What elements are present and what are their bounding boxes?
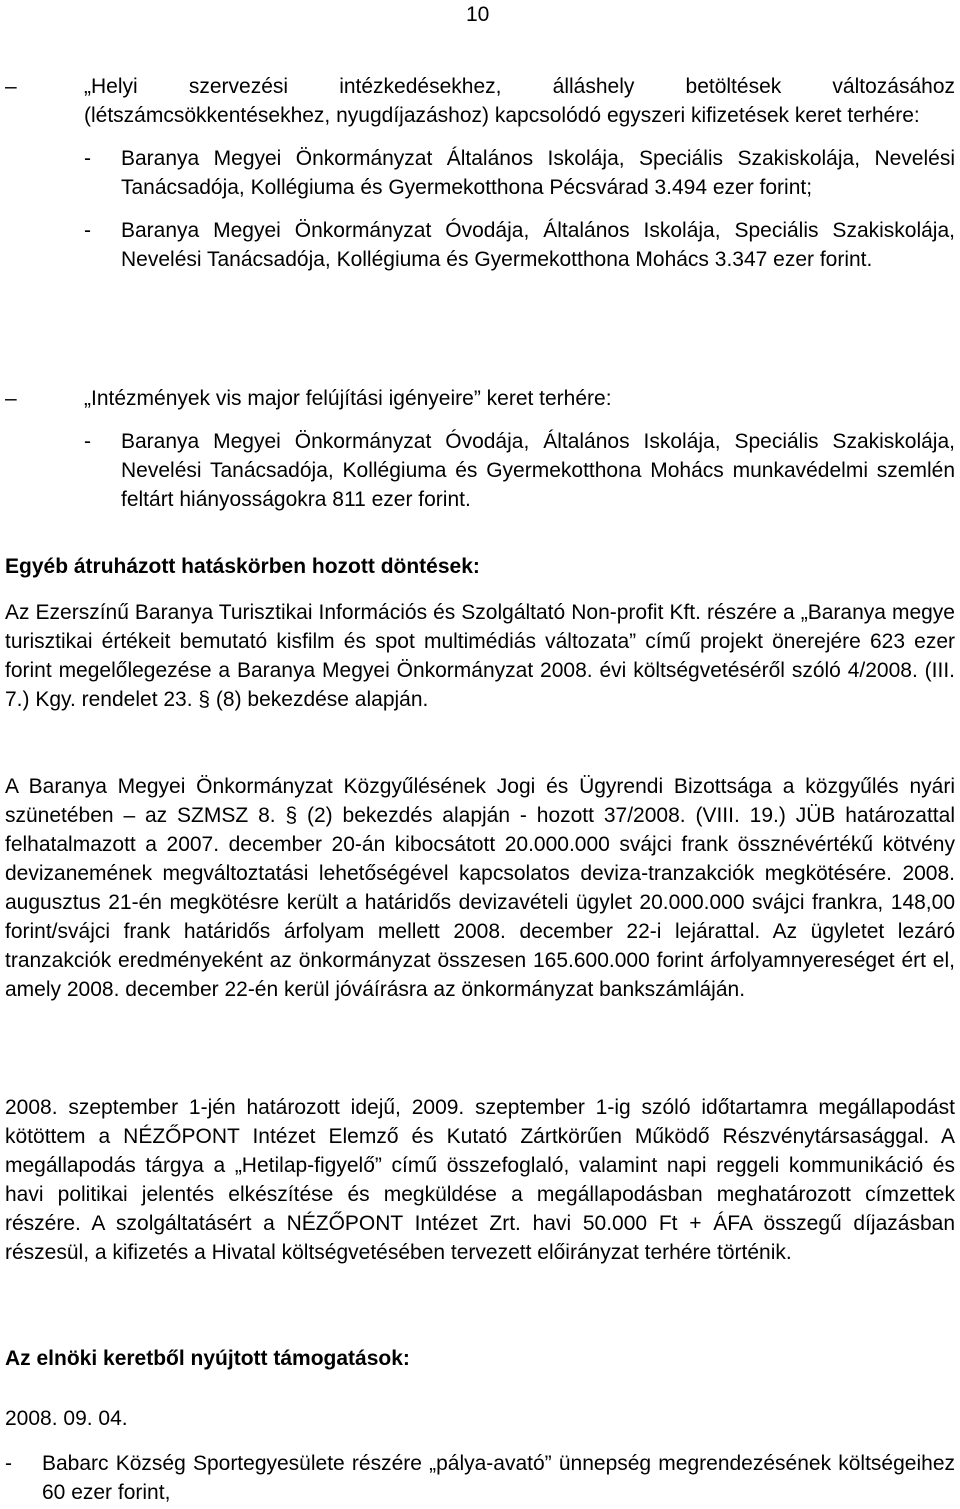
list-item-babarc: [5, 1449, 955, 1507]
sub-item-pecsvarad: [84, 144, 955, 202]
sub-hyphen: -: [5, 1452, 12, 1475]
sub-hyphen: -: [84, 430, 91, 453]
dash-bullet: –: [5, 75, 17, 98]
paragraph-text: A Baranya Megyei Önkormányzat Közgyűlésének Jogi és Ügyrendi Bizottsága a közgyűlés nyári szünetében – az SZMSZ 8. § (2) bekezdés alapján - hozott 37/2008. (VIII. 19.) JÜB határozattal felhatalmazott a 2007. december 20-án kibocsátott 20.000.000 svájci frank össznévértékű kötvény devizanemének megváltoztatási lehetőségével kapcsolatos deviza-tranzakciók megkötésére. 2008. augusztus 21-én megkötésre került a határidős devizavételi ügylet 20.000.000 svájci frankra, 148,00 forint/svájci frank határidős árfolyam mellett 2008. december 22-i lejárattal. Az ügyletet lezáró tranzakciók eredményeként az önkormányzat összesen 165.600.000 forint árfolyamnyereséget ért el, amely 2008. december 22-én kerül jóváírásra az önkormányzat bankszámláján.: [5, 775, 955, 1001]
list-item-vis-major-fund: [5, 384, 955, 514]
page-number: 10: [466, 3, 490, 26]
sub-item-text: Baranya Megyei Önkormányzat Óvodája, Általános Iskolája, Speciális Szakiskolája, Nevelési Tanácsadója, Kollégiuma és Gyermekotthona Mohács 3.347 ezer forint.: [121, 219, 955, 271]
list-item-text: „Helyi szervezési intézkedésekhez, álláshely betöltések változásához (létszámcsökkentésekhez, nyugdíjazáshoz) kapcsolódó egyszeri kifizetések keret terhére:: [84, 75, 955, 127]
dash-bullet: –: [5, 387, 17, 410]
sub-item-text: Baranya Megyei Önkormányzat Általános Iskolája, Speciális Szakiskolája, Nevelési Tanácsadója, Kollégiuma és Gyermekotthona Pécsvárad 3.494 ezer forint;: [121, 147, 955, 199]
sub-item-text: Baranya Megyei Önkormányzat Óvodája, Általános Iskolája, Speciális Szakiskolája, Nevelési Tanácsadója, Kollégiuma és Gyermekotthona Mohács munkavédelmi szemlén feltárt hiányosságokra 811 ezer forint.: [121, 430, 955, 511]
list-item-text: „Intézmények vis major felújítási igényeire” keret terhére:: [84, 387, 612, 410]
section-heading-delegated-decisions: Egyéb átruházott hatáskörben hozott döntések:: [5, 555, 480, 578]
list-item-severance-fund: [5, 72, 955, 274]
sub-item-mohacs-safety: [84, 427, 955, 514]
list-item-text: Babarc Község Sportegyesülete részére „pálya-avató” ünnepség megrendezésének költségeihez 60 ezer forint,: [42, 1452, 955, 1504]
paragraph-bond-currency: [5, 772, 955, 1004]
sub-item-mohacs: [84, 216, 955, 274]
paragraph-text: 2008. szeptember 1-jén határozott idejű, 2009. szeptember 1-ig szóló időtartamra megállapodást kötöttem a NÉZŐPONT Intézet Elemző és Kutató Zártkörűen Működő Részvénytársasággal. A megállapodás tárgya a „Hetilap-figyelő” című összefoglaló, valamint napi reggeli kommunikáció és havi politikai jelentés elkészítése és megküldése a megállapodásban meghatározott címzettek részére. A szolgáltatásért a NÉZŐPONT Intézet Zrt. havi 50.000 Ft + ÁFA összegű díjazásban részesül, a kifizetés a Hivatal költségvetésében tervezett előirányzat terhére történik.: [5, 1096, 955, 1264]
section-heading-president-fund: Az elnöki keretből nyújtott támogatások:: [5, 1347, 410, 1370]
sub-hyphen: -: [84, 147, 91, 170]
date-line: 2008. 09. 04.: [5, 1407, 128, 1430]
sub-hyphen: -: [84, 219, 91, 242]
paragraph-nezopont-agreement: [5, 1093, 955, 1267]
paragraph-tourism-film: [5, 598, 955, 714]
paragraph-text: Az Ezerszínű Baranya Turisztikai Információs és Szolgáltató Non-profit Kft. részére a „Baranya megye turisztikai értékeit bemutató kisfilm és spot multimédiás változata” című projekt önerejére 623 ezer forint megelőlegezése a Baranya Megyei Önkormányzat 2008. évi költségvetéséről szóló 4/2008. (III. 7.) Kgy. rendelet 23. § (8) bekezdése alapján.: [5, 601, 955, 711]
